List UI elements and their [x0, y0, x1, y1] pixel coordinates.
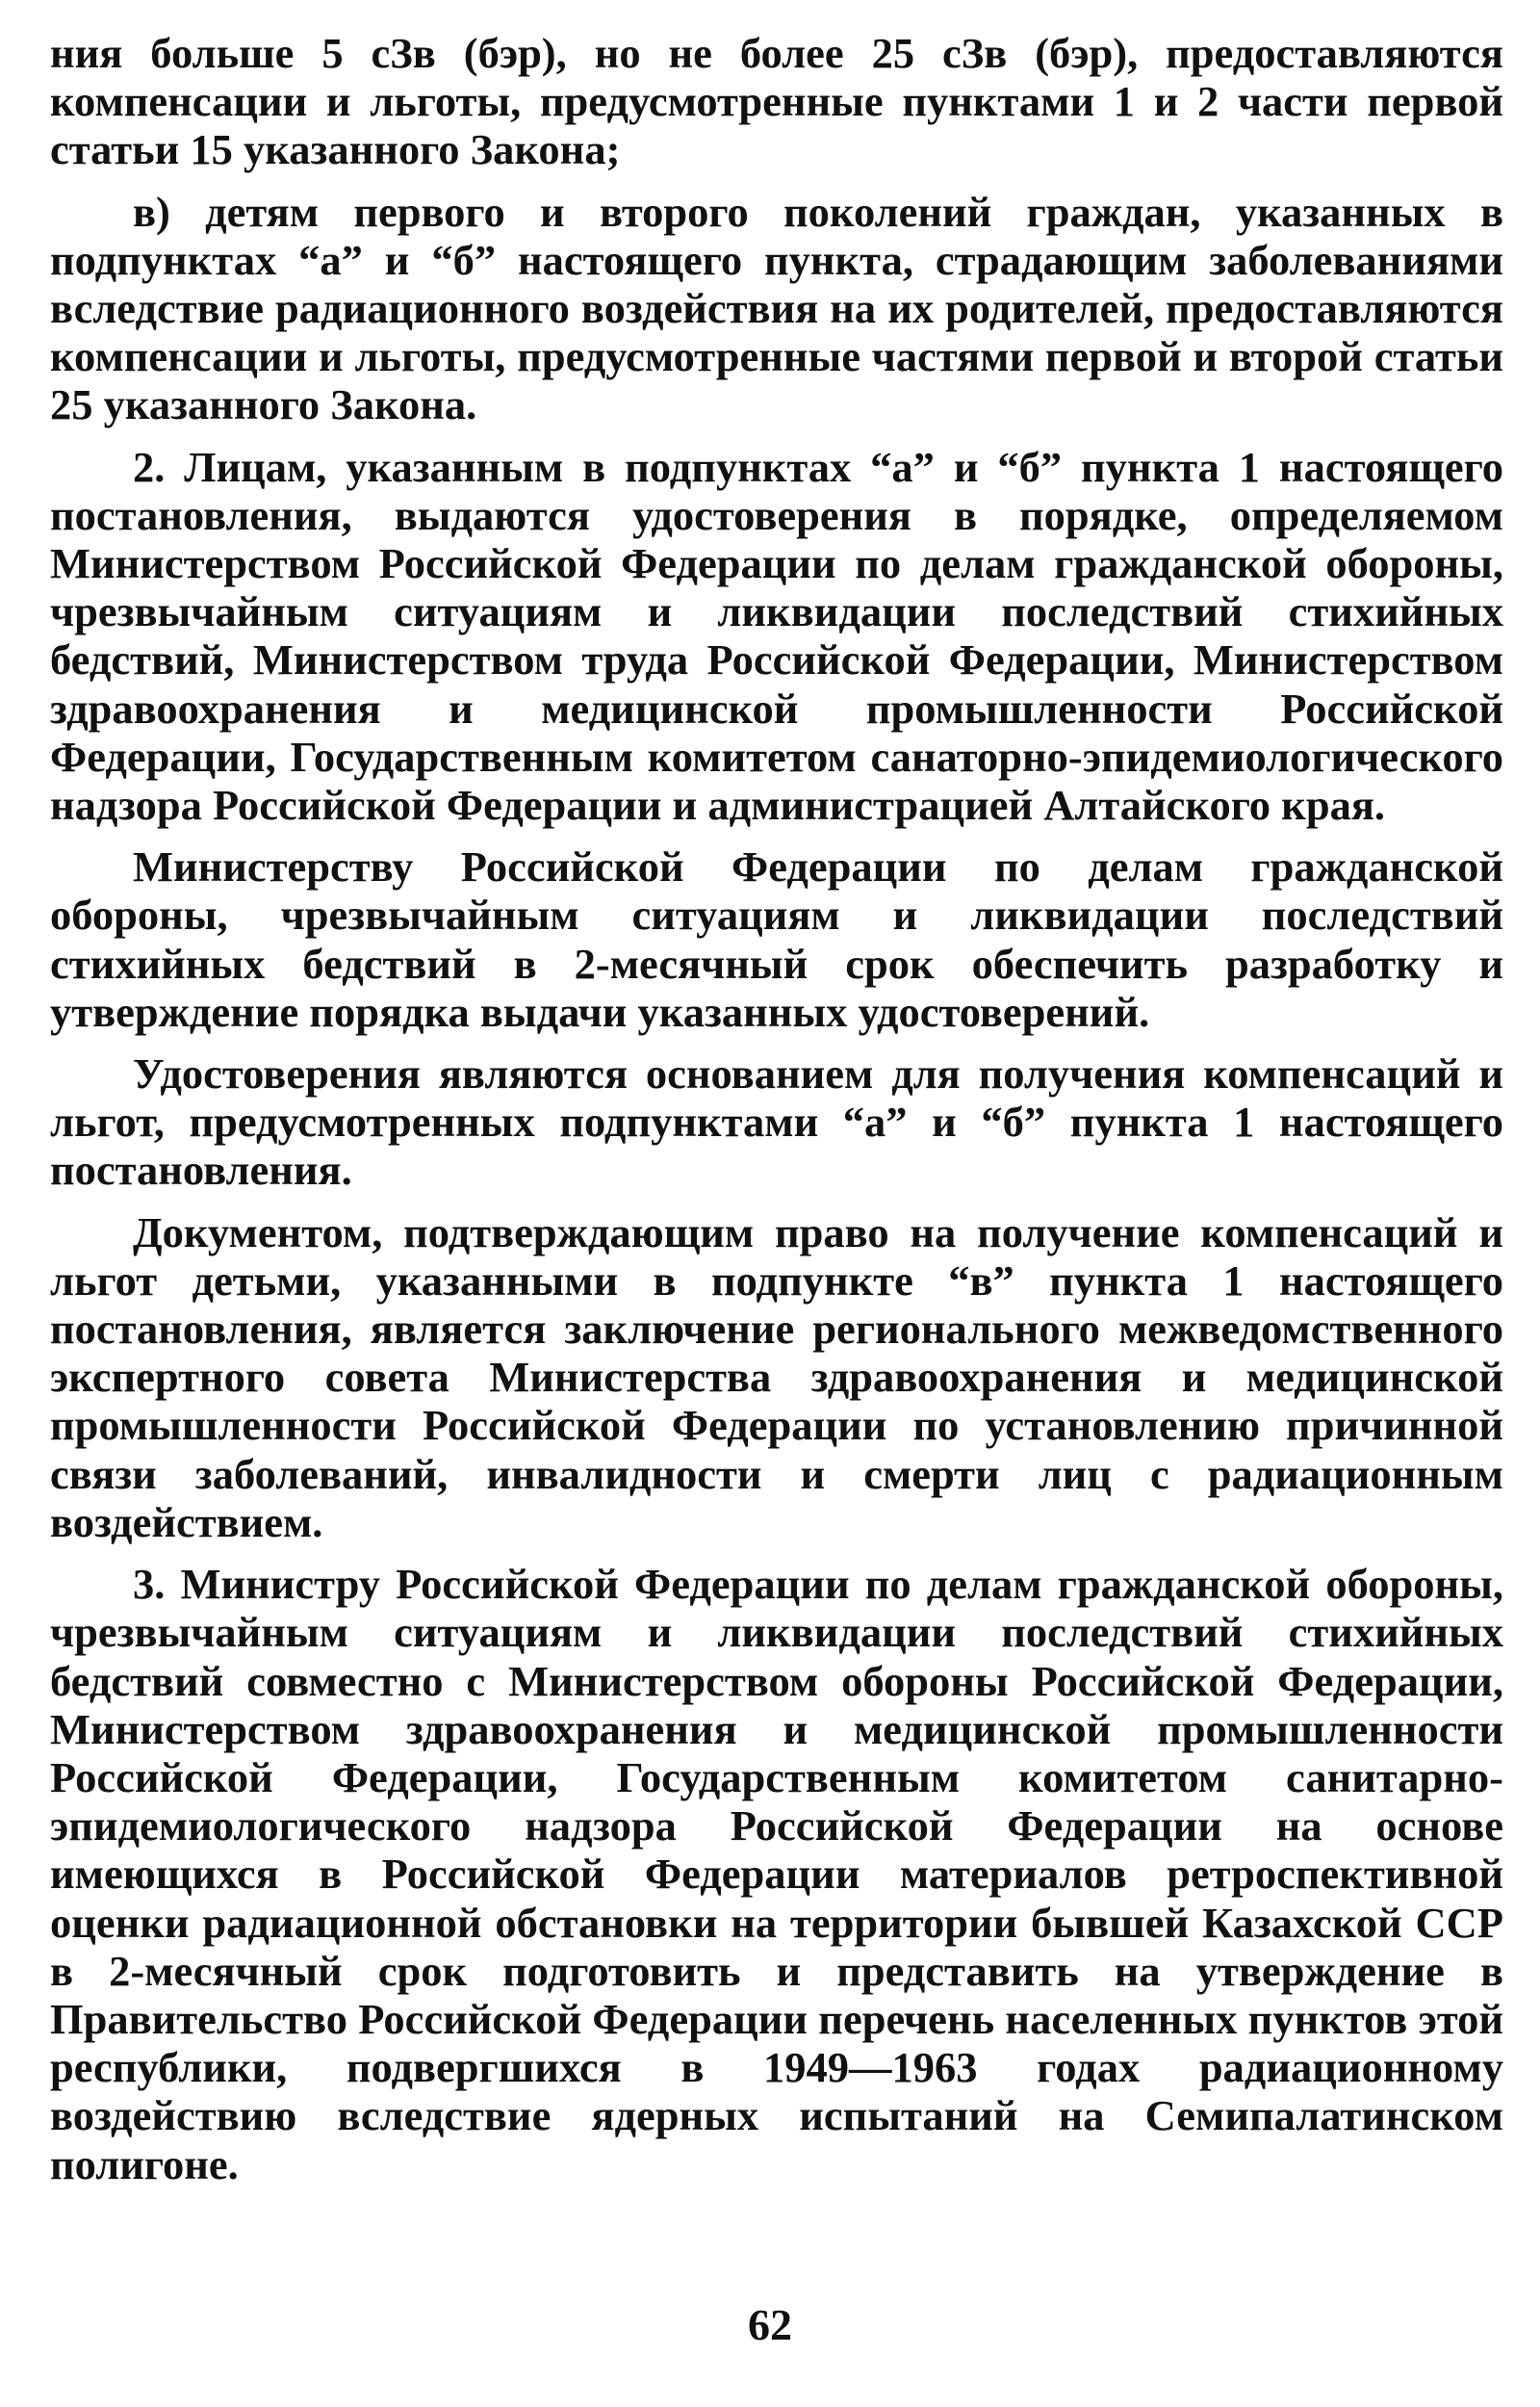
paragraph-4: Министерству Российской Федерации по делам гражданской обороны, чрезвычайным ситуациям и ликвидации последствий стихийных бедствий в 2-месячный срок обеспечить разработку и утверждение порядка выдачи указанных удостоверений.	[50, 842, 1503, 1036]
paragraph-3: 2. Лицам, указанным в подпунктах “а” и “б” пункта 1 настоящего постановления, выдаются удостоверения в порядке, определяемом Министерством Российской Федерации по делам гражданской обороны, чрезвычайным ситуациям и ликвидации последствий стихийных бедствий, Министерством труда Российской Федерации, Министерством здравоохранения и медицинской промышленности Российской Федерации, Государственным комитетом санаторно-эпидемиологического надзора Российской Федерации и администрацией Алтайского края.	[50, 442, 1503, 830]
paragraph-2: в) детям первого и второго поколений граждан, указанных в подпунктах “а” и “б” настоящего пункта, страдающим заболеваниями вследствие радиационного воздействия на их родителей, предоставляются компенсации и льготы, предусмотренные частями первой и второй статьи 25 указанного Закона.	[50, 187, 1503, 429]
paragraph-1: ния больше 5 сЗв (бэр), но не более 25 сЗв (бэр), предоставляются компенсации и льготы, предусмотренные пунктами 1 и 2 части первой статьи 15 указанного Закона;	[50, 29, 1503, 174]
paragraph-5: Удостоверения являются основанием для получения компенсаций и льгот, предусмотренных подпунктами “а” и “б” пункта 1 настоящего постановления.	[50, 1049, 1503, 1195]
page-number: 62	[748, 2300, 792, 2349]
document-page	[50, 29, 1503, 2202]
paragraph-6: Документом, подтверждающим право на получение компенсаций и льгот детьми, указанными в подпункте “в” пункта 1 настоящего постановления, является заключение регионального межведомственного экспертного совета Министерства здравоохранения и медицинской промышленности Российской Федерации по установлению причинной связи заболеваний, инвалидности и смерти лиц с радиационным воздействием.	[50, 1207, 1503, 1546]
paragraph-7: 3. Министру Российской Федерации по делам гражданской обороны, чрезвычайным ситуациям и ликвидации последствий стихийных бедствий совместно с Министерством обороны Российской Федерации, Министерством здравоохранения и медицинской промышленности Российской Федерации, Государственным комитетом санитарно-эпидемиологического надзора Российской Федерации на основе имеющихся в Российской Федерации материалов ретроспективной оценки радиационной обстановки на территории бывшей Казахской ССР в 2-месячный срок подготовить и представить на утверждение в Правительство Российской Федерации перечень населенных пунктов этой республики, подвергшихся в 1949—1963 годах радиационному воздействию вследствие ядерных испытаний на Семипалатинском полигоне.	[50, 1560, 1503, 2188]
